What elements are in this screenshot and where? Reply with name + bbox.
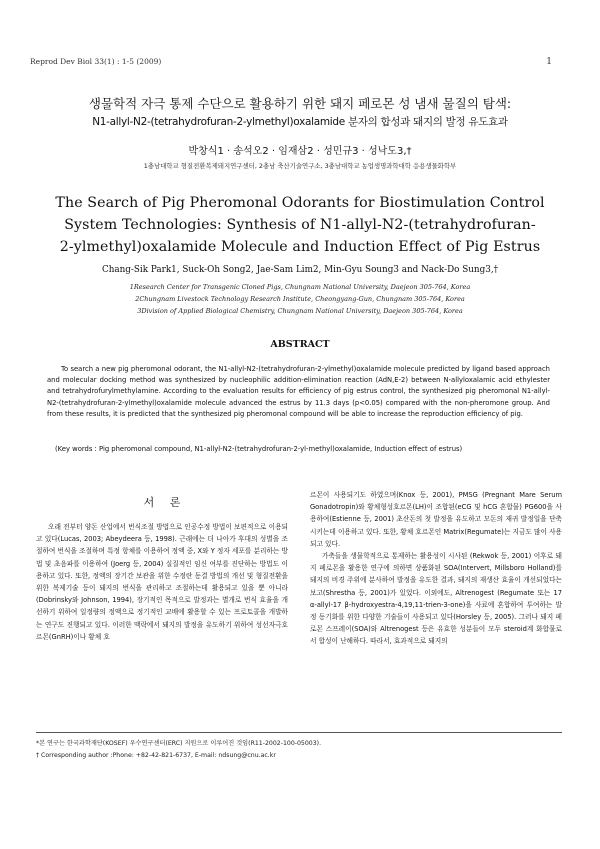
korean-title-line-2: N1-allyl-N2-(tetrahydrofuran-2-ylmethyl)oxalamide 분자의 합성과 돼지의 발정 유도효과	[92, 116, 508, 128]
body-column-left	[36, 521, 288, 643]
footnote-divider	[36, 732, 562, 733]
korean-title	[40, 94, 560, 132]
funding-footnote: *본 연구는 한국과학재단(KOSEF) 우수연구센터(ERC) 지원으로 이루어진 것임(R11-2002-100-05003).	[36, 740, 322, 747]
korean-title-line-1: 생물학적 자극 통제 수단으로 활용하기 위한 돼지 페로몬 성 냄새 물질의 탐색:	[88, 96, 512, 111]
english-affiliations	[40, 281, 560, 317]
footnotes	[36, 738, 564, 762]
journal-citation: Reprod Dev Biol 33(1) : 1-5 (2009)	[30, 57, 162, 66]
affiliation-1: 1Research Center for Transgenic Cloned Pigs, Chungnam National University, Daejeon 305-764, Korea	[129, 283, 471, 291]
english-title	[30, 192, 570, 258]
english-title-line-3: 2-ylmethyl)oxalamide Molecule and Induction Effect of Pig Estrus	[59, 239, 541, 255]
english-authors: Chang-Sik Park1, Suck-Oh Song2, Jae-Sam Lim2, Min-Gyu Soung3 and Nack-Do Sung3,†	[101, 265, 499, 275]
corresponding-author-footnote: † Corresponding author :Phone: +82-42-821-6737, E-mail: ndsung@cnu.ac.kr	[36, 752, 276, 759]
affiliation-3: 3Division of Applied Biological Chemistry, Chungnam National University, Daejeon 305-764, Korea	[137, 307, 463, 315]
body-paragraph: 르몬이 사용되기도 하였으며(Knox 등, 2001), PMSG (Pregnant Mare Serum Gonadotropin)와 황체형성호르몬(LH)이 조합된(eCG 및 hCG 혼합물) PG600을 사용하여(Estienne 등, 2001) 초산돈의 첫 발정을 유도하고 모돈의 재귀 발정일을 단축시키는데 이용하고 있다. 또한, 황체 호르몬인 Matrix(Regumate)는 지금도 많이 사용되고 있다.	[310, 491, 562, 548]
body-column-right	[310, 489, 562, 648]
page-number: 1	[546, 57, 552, 67]
korean-affiliations: 1충남대학교 형질전환복제돼지연구센터, 2충남 축산기술연구소, 3충남대학교 농업생명과학대학 응용생물화학부	[143, 162, 457, 170]
affiliation-2: 2Chungnam Livestock Technology Research Institute, Cheongyang-Gun, Chungnam 305-764, Korea	[135, 295, 465, 303]
keywords: (Key words : Pig pheromonal compound, N1-allyl-N2-(tetrahydrofuran-2-yl-methyl)oxalamide, Induction effect of estrus)	[55, 445, 463, 453]
english-title-line-2: System Technologies: Synthesis of N1-allyl-N2-(tetrahydrofuran-	[64, 217, 536, 233]
abstract-heading: ABSTRACT	[270, 339, 330, 350]
english-title-line-1: The Search of Pig Pheromonal Odorants for Biostimulation Control	[55, 195, 545, 211]
korean-authors: 박창식1 · 송석오2 · 임재삼2 · 성민규3 · 성낙도3,†	[188, 146, 412, 157]
abstract-text: To search a new pig pheromonal odorant, the N1-allyl-N2-(tetrahydrofuran-2-ylmethyl)oxalamide molecule predicted by ligand based approach and molecular docking method was synthesized by nucleophilic addition-elimination reaction (AdN,E-2) between N-allyloxalamic acid ethylester and tetrahydrofurylmethylamine. According to the evaluation results for efficiency of pig estrus control, the synthesized pig pheromonal N1-allyl-N2-(tetrahydrofuran-2-ylmethyl)oxalamide molecule advanced the estrus by 11.3 days (p<0.05) compared with the non-pheromone group. And from these results, it is predicted that the synthesized pig pheromonal compound will be able to increase the reproduction efficiency of pig.	[47, 365, 550, 418]
body-paragraph: 오래 전부터 양돈 산업에서 번식조절 방법으로 인공수정 방법이 보편적으로 이용되고 있다(Lucas, 2003; Abeydeera 등, 1998). 근래에는 더 나아가 후대의 성별을 조절하여 번식을 조절하며 특정 항체를 이용하여 정액 중, X와 Y 정자 세포를 분리하는 방법 및 초음파를 이용하여 (Joerg 등, 2004) 실질적인 임신 여부를 진단하는 방법도 이용하고 있다. 또한, 정액의 장기간 보관을 위한 수정란 동결 방법의 개선 및 형질전환을 위한 복제기술 등이 돼지의 번식을 관리하고 조절하는데 활용되고 있을 뿐 아니라(Dobrinsky와 Johnson, 1994), 장기적인 목적으로 발정과는 별개로 번식 효율을 개선하기 위하여 일정량의 정액으로 정기적인 교배에 활용할 수 있는 프로토콜을 개발하는 연구도 진행되고 있다. 이러한 맥락에서 돼지의 발정을 유도하기 위하여 성선자극호르몬(GnRH)이나 황체 호	[36, 523, 288, 641]
section-heading-introduction: 서 론	[143, 496, 187, 509]
running-head	[30, 57, 552, 67]
body-paragraph: 가축들을 생물학적으로 통제하는 활용성이 시사된 (Rekwok 등, 2001) 이후로 돼지 페로몬을 활용한 연구에 의하면 상품화된 SOA(Intervert, Millsboro Holland)를 돼지의 비경 주위에 분사하여 발정을 유도한 결과, 돼지의 재생산 효율이 개선되었다는 보고(Shrestha 등, 2001)가 있었다. 이외에도, Altrenogest (Regumate 또는 17 α-allyl-17 β-hydroxyestra-4,19,11-trien-3-one)을 사료에 혼합하여 투여하는 발정 동기화를 위한 다양한 기술들이 사용되고 있다(Horsley 등, 2005). 그러나 돼지 페로몬 스프레이(SOA)와 Altrenogest 등은 유효한 성분들이 모두 steroid계 화합물로서 합성이 난해하다. 따라서, 효과적으로 돼지의	[310, 552, 562, 646]
